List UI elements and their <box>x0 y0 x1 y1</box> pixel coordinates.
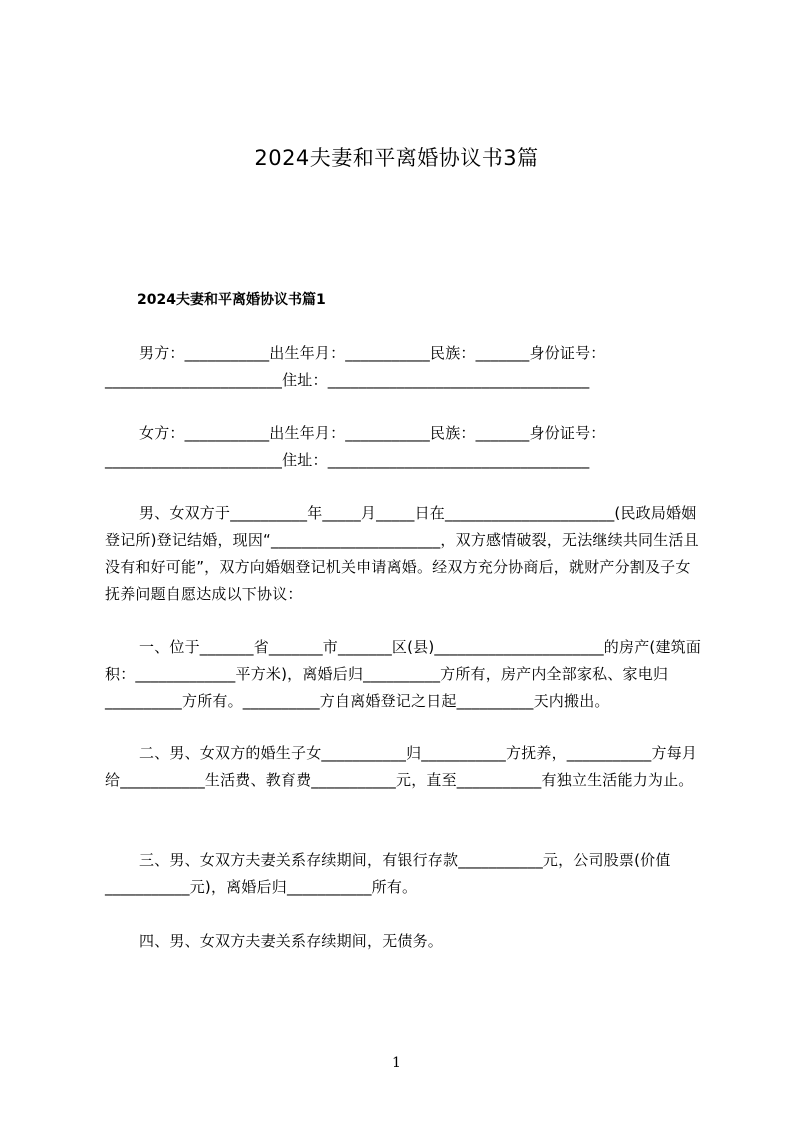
paragraph-debt-clause: 四、男、女双方夫妻关系存续期间，无债务。 <box>139 932 444 950</box>
paragraph-savings-clause: 三、男、女双方夫妻关系存续期间，有银行存款___________元，公司股票(价值___________元)，离婚后归___________所有。 <box>105 851 671 896</box>
paragraph-property-clause: 一、位于_______省_______市_______区(县)______________________的房产(建筑面积：_____________平方米)，离婚后归__________方所有，房产内全部家私、家电归__________方所有。__________方自离婚登记之日起__________天内搬出。 <box>105 638 702 710</box>
paragraph-marriage-registration: 男、女双方于__________年_____月_____日在______________________(民政局婚姻登记所)登记结婚，现因“______________________，双方感情破裂，无法继续共同生活且没有和好可能”，双方向婚姻登记机关申请离婚。经双方充分协商后，就财产分割及子女抚养问题自愿达成以下协议： <box>105 504 699 603</box>
page-number: 1 <box>392 1055 401 1071</box>
section-title: 2024夫妻和平离婚协议书篇1 <box>137 292 326 308</box>
document-title: 2024夫妻和平离婚协议书3篇 <box>254 146 539 170</box>
paragraph-child-custody-clause: 二、男、女双方的婚生子女___________归___________方抚养，___________方每月给___________生活费、教育费___________元，直至___________有独立生活能力为止。 <box>105 744 698 789</box>
paragraph-female-party: 女方：___________出生年月：___________民族：_______身份证号：_______________________住址：__________________________________ <box>105 424 606 469</box>
paragraph-male-party: 男方：___________出生年月：___________民族：_______身份证号：_______________________住址：__________________________________ <box>105 344 606 389</box>
